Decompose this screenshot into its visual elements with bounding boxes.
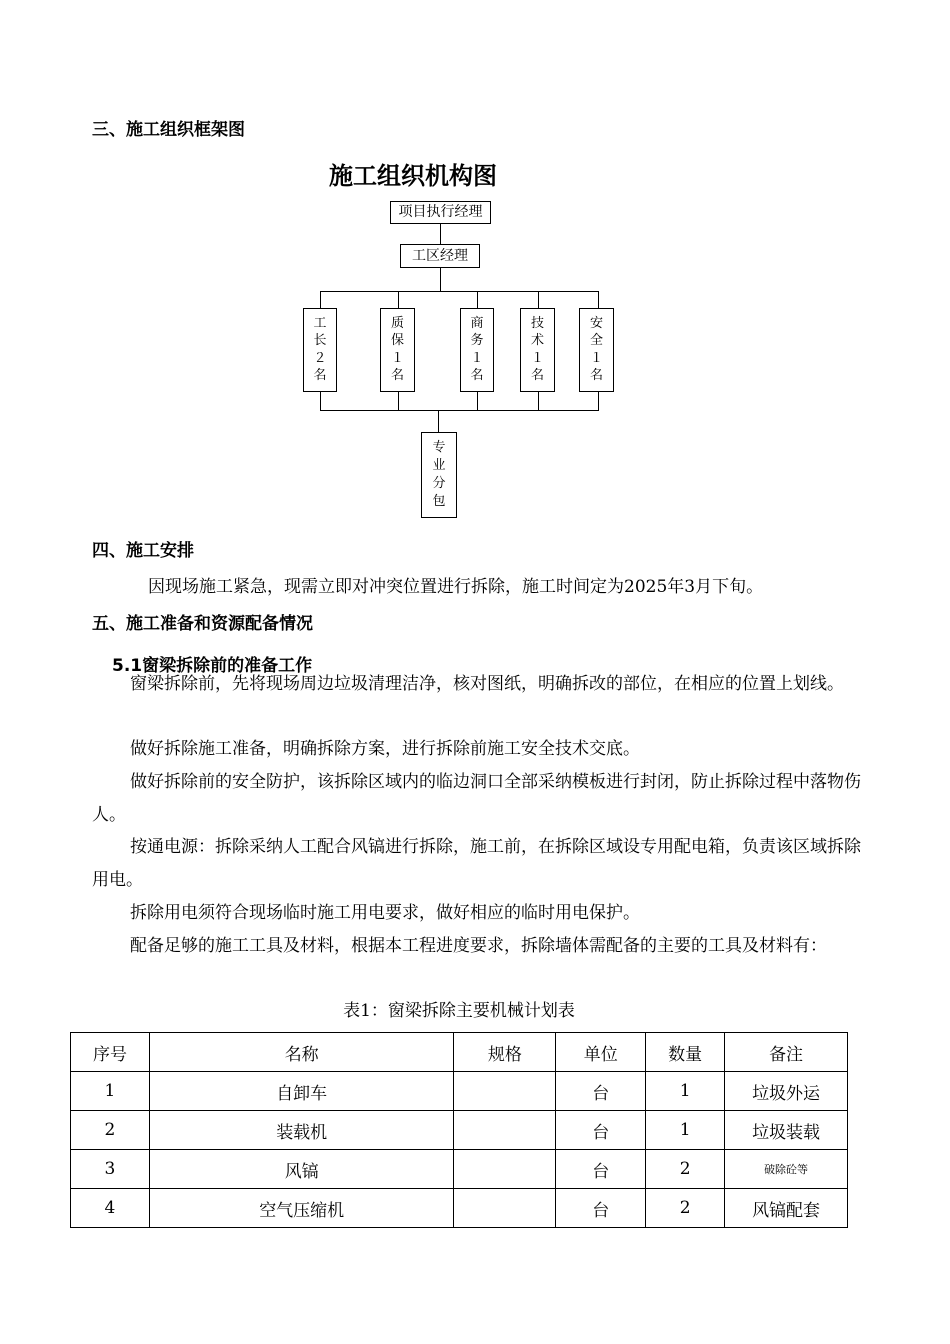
table-row: [71, 1111, 848, 1150]
paragraph: 窗梁拆除前，先将现场周边垃圾清理洁净，核对图纸，明确拆改的部位，在相应的位置上划线。: [130, 674, 844, 694]
paragraph: 拆除用电须符合现场临时施工用电要求，做好相应的临时用电保护。: [130, 903, 640, 923]
section4-text: 因现场施工紧急，现需立即对冲突位置进行拆除，施工时间定为2025年3月下旬。: [148, 577, 764, 597]
header-cell: 序号: [71, 1033, 150, 1072]
connector: [477, 392, 478, 410]
section5-heading: 五、施工准备和资源配备情况: [92, 614, 313, 634]
org-box-area-manager: 工区经理: [400, 244, 480, 268]
table-cell: 2: [646, 1150, 725, 1189]
org-box-safety: 安 全 １ 名: [579, 308, 614, 392]
connector: [320, 291, 321, 308]
connector: [320, 291, 599, 292]
connector: [598, 291, 599, 308]
org-chart-title: 施工组织机构图: [329, 162, 497, 190]
section3-heading: 三、施工组织框架图: [92, 120, 245, 140]
connector: [538, 392, 539, 410]
org-box-commercial: 商 务 １ 名: [460, 308, 494, 392]
connector: [398, 291, 399, 308]
table-cell: 台: [556, 1189, 646, 1228]
connector: [320, 410, 599, 411]
table-cell: 1: [646, 1111, 725, 1150]
section5-1-heading: 5.1窗梁拆除前的准备工作: [112, 656, 313, 676]
table-row: [71, 1072, 848, 1111]
header-cell: 数量: [646, 1033, 725, 1072]
connector: [438, 410, 439, 432]
section4-heading: 四、施工安排: [92, 541, 194, 561]
paragraph: 做好拆除前的安全防护，该拆除区域内的临边洞口全部采纳模板进行封闭，防止拆除过程中落物伤人。: [92, 772, 861, 825]
header-cell: 备注: [725, 1033, 848, 1072]
connector: [440, 224, 441, 244]
table-cell: 垃圾装载: [725, 1111, 848, 1150]
header-cell: 规格: [454, 1033, 556, 1072]
table-cell: 台: [556, 1150, 646, 1189]
connector: [398, 392, 399, 410]
paragraph: 按通电源：拆除采纳人工配合风镐进行拆除，施工前，在拆除区域设专用配电箱，负责该区域拆除用电。: [92, 837, 861, 890]
table-cell: 垃圾外运: [725, 1072, 848, 1111]
org-box-foreman: 工 长 ２ 名: [303, 308, 337, 392]
connector: [538, 291, 539, 308]
table-cell: 台: [556, 1111, 646, 1150]
table-cell: 台: [556, 1072, 646, 1111]
paragraph: 配备足够的施工工具及材料，根据本工程进度要求，拆除墙体需配备的主要的工具及材料有：: [130, 936, 827, 956]
table-cell: [454, 1150, 556, 1189]
table-cell: 破除砼等: [725, 1150, 848, 1189]
connector: [440, 268, 441, 291]
connector: [320, 392, 321, 410]
connector: [598, 392, 599, 410]
paragraph: 做好拆除施工准备，明确拆除方案，进行拆除前施工安全技术交底。: [130, 739, 640, 759]
header-cell: 单位: [556, 1033, 646, 1072]
table-row: [71, 1189, 848, 1228]
table-cell: 风镐: [149, 1150, 454, 1189]
header-cell: 名称: [149, 1033, 454, 1072]
table-cell: 自卸车: [149, 1072, 454, 1111]
table-header-row: [71, 1033, 848, 1072]
table-cell: 风镐配套: [725, 1189, 848, 1228]
connector: [477, 291, 478, 308]
org-box-subcontractor: 专 业 分 包: [421, 432, 457, 518]
table-cell: [454, 1111, 556, 1150]
org-box-quality: 质 保 １ 名: [380, 308, 415, 392]
org-box-technical: 技 术 １ 名: [520, 308, 555, 392]
table-cell: 2: [71, 1111, 150, 1150]
table-cell: [454, 1189, 556, 1228]
table-cell: 4: [71, 1189, 150, 1228]
equipment-table: [70, 1032, 848, 1228]
table-caption: 表1：窗梁拆除主要机械计划表: [343, 1001, 575, 1021]
table-cell: 装载机: [149, 1111, 454, 1150]
table-cell: 空气压缩机: [149, 1189, 454, 1228]
table-cell: 1: [646, 1072, 725, 1111]
table-cell: 3: [71, 1150, 150, 1189]
table-cell: 1: [71, 1072, 150, 1111]
table-cell: [454, 1072, 556, 1111]
table-cell: 2: [646, 1189, 725, 1228]
org-box-project-manager: 项目执行经理: [390, 201, 491, 224]
table-row: [71, 1150, 848, 1189]
